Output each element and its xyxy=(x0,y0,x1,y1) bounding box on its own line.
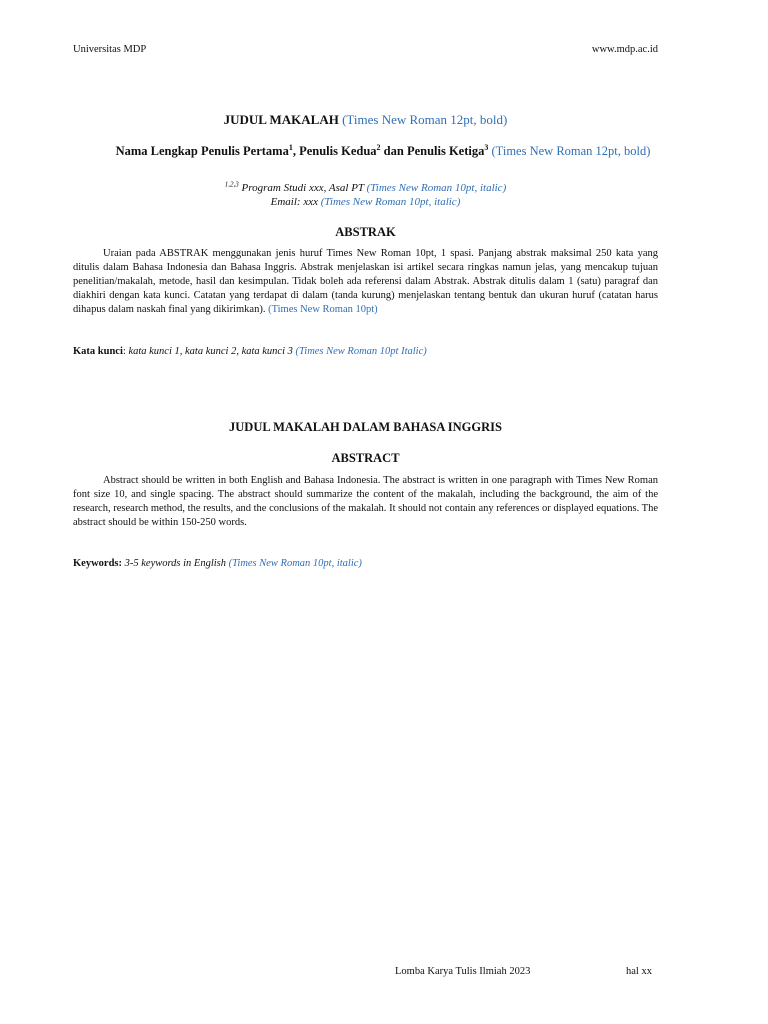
page-header-right: www.mdp.ac.id xyxy=(591,44,658,55)
abstrak-keywords-value: kata kunci 1, kata kunci 2, kata kunci 3 xyxy=(128,346,293,357)
english-title: JUDUL MAKALAH DALAM BAHASA INGGRIS xyxy=(229,420,502,434)
affiliation-email-note: (Times New Roman 10pt, italic) xyxy=(320,196,461,208)
page-footer-right: hal xx xyxy=(626,966,652,977)
affiliation-program: Program Studi xxx, Asal PT xyxy=(241,182,364,194)
english-keywords xyxy=(73,558,658,569)
abstract-heading: ABSTRACT xyxy=(331,451,400,465)
abstrak-keywords xyxy=(73,346,658,357)
abstrak-heading: ABSTRAK xyxy=(335,225,396,239)
author-list xyxy=(108,143,658,159)
author-first-sup: 1 xyxy=(288,142,293,152)
affiliation-program-line xyxy=(73,181,658,195)
page-header-left: Universitas MDP xyxy=(73,44,147,55)
paper-title-note: (Times New Roman 12pt, bold) xyxy=(342,112,508,127)
affiliation-block xyxy=(73,181,658,209)
abstrak-keywords-note: (Times New Roman 10pt Italic) xyxy=(295,346,427,357)
author-first: Nama Lengkap Penulis Pertama xyxy=(115,144,289,158)
author-sep-1: , xyxy=(292,144,300,158)
abstract-body: Abstract should be written in both English and Bahasa Indonesia. The abstract is written in one paragraph with Times New Roman font size 10, and single spacing. The abstract should summarize the content of the makalah, including the background, the aim of the research, research method, the results, and the conclusions of the makalah. It should not contain any references or displayed equations. The abstract should be within 150-250 words. xyxy=(73,475,658,528)
affiliation-email-line xyxy=(73,195,658,209)
abstrak-keywords-colon: : xyxy=(122,346,129,357)
author-second-sup: 2 xyxy=(376,142,381,152)
page-footer-left: Lomba Karya Tulis Ilmiah 2023 xyxy=(395,966,531,977)
author-third: Penulis Ketiga xyxy=(406,144,485,158)
english-keywords-value: 3-5 keywords in English xyxy=(124,558,227,569)
english-keywords-note: (Times New Roman 10pt, italic) xyxy=(228,558,362,569)
author-third-sup: 3 xyxy=(484,142,489,152)
abstrak-body-note: (Times New Roman 10pt) xyxy=(268,304,378,315)
abstrak-body xyxy=(73,247,658,317)
paper-title xyxy=(73,112,658,128)
affiliation-program-note: (Times New Roman 10pt, italic) xyxy=(366,182,507,194)
abstrak-keywords-label: Kata kunci xyxy=(73,346,123,357)
author-sep-2: dan xyxy=(380,144,407,158)
affiliation-sup: 1,2,3 xyxy=(224,180,239,189)
paper-title-text: JUDUL MAKALAH xyxy=(223,112,339,127)
affiliation-email: Email: xxx xyxy=(270,196,318,208)
author-note: (Times New Roman 12pt, bold) xyxy=(491,144,651,158)
abstrak-body-text: Uraian pada ABSTRAK menggunakan jenis huruf Times New Roman 10pt, 1 spasi. Panjang abstrak maksimal 250 kata yang ditulis dalam Bahasa Indonesia dan Bahasa Inggris. Abstrak menjelaskan isi artikel secara ringkas namun jelas, yang mencakup tujuan penelitian/makalah, metode, hasil dan kesimpulan. Tidak boleh ada referensi dalam Abstrak. Abstrak ditulis dalam 1 (satu) paragraf dan diakhiri dengan kata kunci. Catatan yang terdapat di dalam (tanda kurung) menjelaskan tentang bentuk dan ukuran huruf (catatan harus dihapus dalam naskah final yang dikirimkan). xyxy=(73,248,658,315)
author-second: Penulis Kedua xyxy=(299,144,377,158)
english-keywords-label: Keywords: xyxy=(73,558,122,569)
